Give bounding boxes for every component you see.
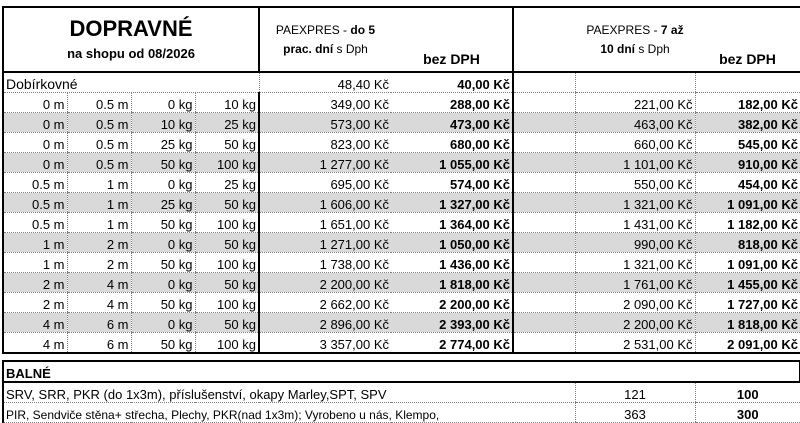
price-b-bez-dph: 2 091,00 Kč [695, 333, 800, 354]
dobirkovne-col-b [575, 72, 695, 93]
price-a-bez-dph: 2 774,00 Kč [391, 333, 513, 354]
weight-to: 100 kg [195, 213, 259, 233]
spacer-cell [513, 113, 575, 133]
weight-to: 50 kg [195, 233, 259, 253]
col-b-header [575, 7, 695, 72]
weight-from: 50 kg [131, 213, 195, 233]
balne-label: PIR, Sendvičе stěna+ střecha, Plechy, PKR(nad 1x3m); Vyrobeno u nás, Klempo, [3, 403, 575, 423]
price-a-bez-dph: 574,00 Kč [391, 173, 513, 193]
length-to: 6 m [67, 313, 131, 333]
weight-from: 10 kg [131, 113, 195, 133]
col-a-header-line1-bold: do 5 [350, 22, 376, 37]
price-b-bez-dph: 1 091,00 Kč [695, 253, 800, 273]
spacer-cell [513, 133, 575, 153]
price-row [3, 253, 800, 273]
price-a-bez-dph: 2 393,00 Kč [391, 313, 513, 333]
spacer-cell [513, 193, 575, 213]
dobirkovne-s-dph: 48,40 Kč [259, 72, 391, 93]
length-to: 4 m [67, 293, 131, 313]
price-a-bez-dph: 1 436,00 Kč [391, 253, 513, 273]
page-subtitle: na shopu od 08/2026 [67, 45, 195, 61]
length-to: 0.5 m [67, 133, 131, 153]
spacer-cell [513, 293, 575, 313]
dobirkovne-row [3, 72, 800, 93]
balne-bez-dph: 100 [695, 382, 800, 403]
spacer-header [513, 7, 575, 72]
price-a-bez-dph: 680,00 Kč [391, 133, 513, 153]
price-row [3, 333, 800, 354]
col-b-header-line1: PAEXPRES - [586, 22, 661, 37]
price-a-s-dph: 2 200,00 Kč [259, 273, 391, 293]
weight-from: 50 kg [131, 333, 195, 354]
price-a-s-dph: 3 357,00 Kč [259, 333, 391, 354]
price-b-s-dph: 1 321,00 Kč [575, 253, 695, 273]
page-title: DOPRAVNÉ [69, 15, 193, 41]
price-b-bez-dph: 382,00 Kč [695, 113, 800, 133]
spacer-cell [513, 233, 575, 253]
length-to: 2 m [67, 253, 131, 273]
weight-from: 50 kg [131, 253, 195, 273]
price-a-s-dph: 1 651,00 Kč [259, 213, 391, 233]
price-row [3, 213, 800, 233]
weight-to: 50 kg [195, 133, 259, 153]
weight-to: 25 kg [195, 113, 259, 133]
length-from: 0.5 m [3, 173, 67, 193]
price-row [3, 193, 800, 213]
weight-from: 50 kg [131, 293, 195, 313]
col-a-bez-header: bez DPH [391, 7, 513, 72]
price-b-bez-dph: 818,00 Kč [695, 233, 800, 253]
price-b-s-dph: 990,00 Kč [575, 233, 695, 253]
price-a-bez-dph: 1 818,00 Kč [391, 273, 513, 293]
length-to: 0.5 m [67, 153, 131, 173]
col-a-header-line1: PAEXPRES - [275, 22, 351, 37]
price-b-s-dph: 221,00 Kč [575, 93, 695, 113]
length-to: 1 m [67, 193, 131, 213]
weight-to: 25 kg [195, 173, 259, 193]
price-a-bez-dph: 1 050,00 Kč [391, 233, 513, 253]
price-b-bez-dph: 1 091,00 Kč [695, 193, 800, 213]
weight-to: 100 kg [195, 293, 259, 313]
price-a-s-dph: 823,00 Kč [259, 133, 391, 153]
length-to: 0.5 m [67, 93, 131, 113]
length-to: 1 m [67, 173, 131, 193]
dobirkovne-label: Dobírkovné [3, 72, 259, 93]
length-to: 2 m [67, 233, 131, 253]
length-from: 4 m [3, 313, 67, 333]
weight-from: 25 kg [131, 133, 195, 153]
length-from: 0 m [3, 153, 67, 173]
length-from: 4 m [3, 333, 67, 354]
price-a-s-dph: 1 738,00 Kč [259, 253, 391, 273]
dobirkovne-col-b-bez [695, 72, 800, 93]
price-row [3, 93, 800, 113]
weight-from: 0 kg [131, 273, 195, 293]
balne-label: SRV, SRR, PKR (do 1x3m), příslušenství, okapy Marley,SPT, SPV [3, 382, 575, 403]
length-from: 2 m [3, 273, 67, 293]
weight-to: 50 kg [195, 273, 259, 293]
price-b-bez-dph: 1 818,00 Kč [695, 313, 800, 333]
price-b-s-dph: 1 101,00 Kč [575, 153, 695, 173]
price-b-s-dph: 1 761,00 Kč [575, 273, 695, 293]
weight-to: 100 kg [195, 153, 259, 173]
weight-to: 50 kg [195, 193, 259, 213]
balne-title-row [3, 361, 800, 382]
balne-row [3, 382, 800, 403]
price-a-bez-dph: 2 200,00 Kč [391, 293, 513, 313]
price-row [3, 173, 800, 193]
price-a-s-dph: 1 271,00 Kč [259, 233, 391, 253]
price-row [3, 273, 800, 293]
length-from: 1 m [3, 233, 67, 253]
weight-from: 0 kg [131, 93, 195, 113]
weight-from: 0 kg [131, 313, 195, 333]
price-a-bez-dph: 473,00 Kč [391, 113, 513, 133]
price-b-s-dph: 1 321,00 Kč [575, 193, 695, 213]
price-a-s-dph: 2 662,00 Kč [259, 293, 391, 313]
price-a-s-dph: 349,00 Kč [259, 93, 391, 113]
col-b-header-line1-bold: 7 až [660, 22, 684, 37]
length-from: 0 m [3, 93, 67, 113]
price-b-s-dph: 550,00 Kč [575, 173, 695, 193]
length-from: 0 m [3, 113, 67, 133]
price-a-s-dph: 695,00 Kč [259, 173, 391, 193]
separator-cell [3, 353, 800, 361]
price-row [3, 133, 800, 153]
balne-s-dph: 363 [575, 403, 695, 423]
balne-bez-dph: 300 [695, 403, 800, 423]
price-b-bez-dph: 454,00 Kč [695, 173, 800, 193]
length-to: 1 m [67, 213, 131, 233]
price-a-bez-dph: 1 364,00 Kč [391, 213, 513, 233]
length-to: 6 m [67, 333, 131, 354]
price-a-s-dph: 573,00 Kč [259, 113, 391, 133]
weight-to: 100 kg [195, 333, 259, 354]
price-row [3, 313, 800, 333]
length-from: 0.5 m [3, 213, 67, 233]
price-row [3, 153, 800, 173]
price-b-s-dph: 2 200,00 Kč [575, 313, 695, 333]
length-from: 1 m [3, 253, 67, 273]
spacer-cell [513, 273, 575, 293]
balne-s-dph: 121 [575, 382, 695, 403]
spacer-cell [513, 213, 575, 233]
col-b-bez-header: bez DPH [695, 7, 800, 72]
col-b-header-line2: s Dph [635, 41, 670, 56]
price-row [3, 233, 800, 253]
balne-title: BALNÉ [3, 361, 800, 382]
dobirkovne-bez-dph: 40,00 Kč [391, 72, 513, 93]
col-a-header-line2: s Dph [333, 41, 368, 56]
price-b-s-dph: 463,00 Kč [575, 113, 695, 133]
dobirkovne-spacer [513, 72, 575, 93]
price-a-bez-dph: 288,00 Kč [391, 93, 513, 113]
weight-from: 50 kg [131, 153, 195, 173]
length-from: 0 m [3, 133, 67, 153]
price-b-bez-dph: 182,00 Kč [695, 93, 800, 113]
price-b-s-dph: 2 090,00 Kč [575, 293, 695, 313]
price-b-bez-dph: 545,00 Kč [695, 133, 800, 153]
title-cell [3, 7, 259, 72]
spacer-cell [513, 313, 575, 333]
price-b-bez-dph: 910,00 Kč [695, 153, 800, 173]
price-b-bez-dph: 1 182,00 Kč [695, 213, 800, 233]
price-b-s-dph: 2 531,00 Kč [575, 333, 695, 354]
length-to: 0.5 m [67, 113, 131, 133]
weight-from: 0 kg [131, 173, 195, 193]
price-b-s-dph: 1 431,00 Kč [575, 213, 695, 233]
col-b-header-line2-bold: 10 dní [600, 41, 635, 56]
length-from: 2 m [3, 293, 67, 313]
price-row [3, 113, 800, 133]
weight-to: 100 kg [195, 253, 259, 273]
length-from: 0.5 m [3, 193, 67, 213]
spacer-cell [513, 153, 575, 173]
separator-row [3, 353, 800, 361]
price-b-bez-dph: 1 455,00 Kč [695, 273, 800, 293]
col-a-header-line2-bold: prac. dní [283, 41, 334, 56]
header-row [3, 7, 800, 72]
price-a-bez-dph: 1 055,00 Kč [391, 153, 513, 173]
price-b-bez-dph: 1 727,00 Kč [695, 293, 800, 313]
length-to: 4 m [67, 273, 131, 293]
price-row [3, 293, 800, 313]
spacer-cell [513, 333, 575, 354]
spacer-cell [513, 253, 575, 273]
price-b-s-dph: 660,00 Kč [575, 133, 695, 153]
weight-from: 25 kg [131, 193, 195, 213]
spacer-cell [513, 173, 575, 193]
weight-from: 0 kg [131, 233, 195, 253]
shipping-price-table [2, 6, 800, 423]
col-a-header [259, 7, 391, 72]
weight-to: 10 kg [195, 93, 259, 113]
price-a-s-dph: 2 896,00 Kč [259, 313, 391, 333]
price-a-s-dph: 1 606,00 Kč [259, 193, 391, 213]
price-a-bez-dph: 1 327,00 Kč [391, 193, 513, 213]
spacer-cell [513, 93, 575, 113]
weight-to: 50 kg [195, 313, 259, 333]
price-a-s-dph: 1 277,00 Kč [259, 153, 391, 173]
